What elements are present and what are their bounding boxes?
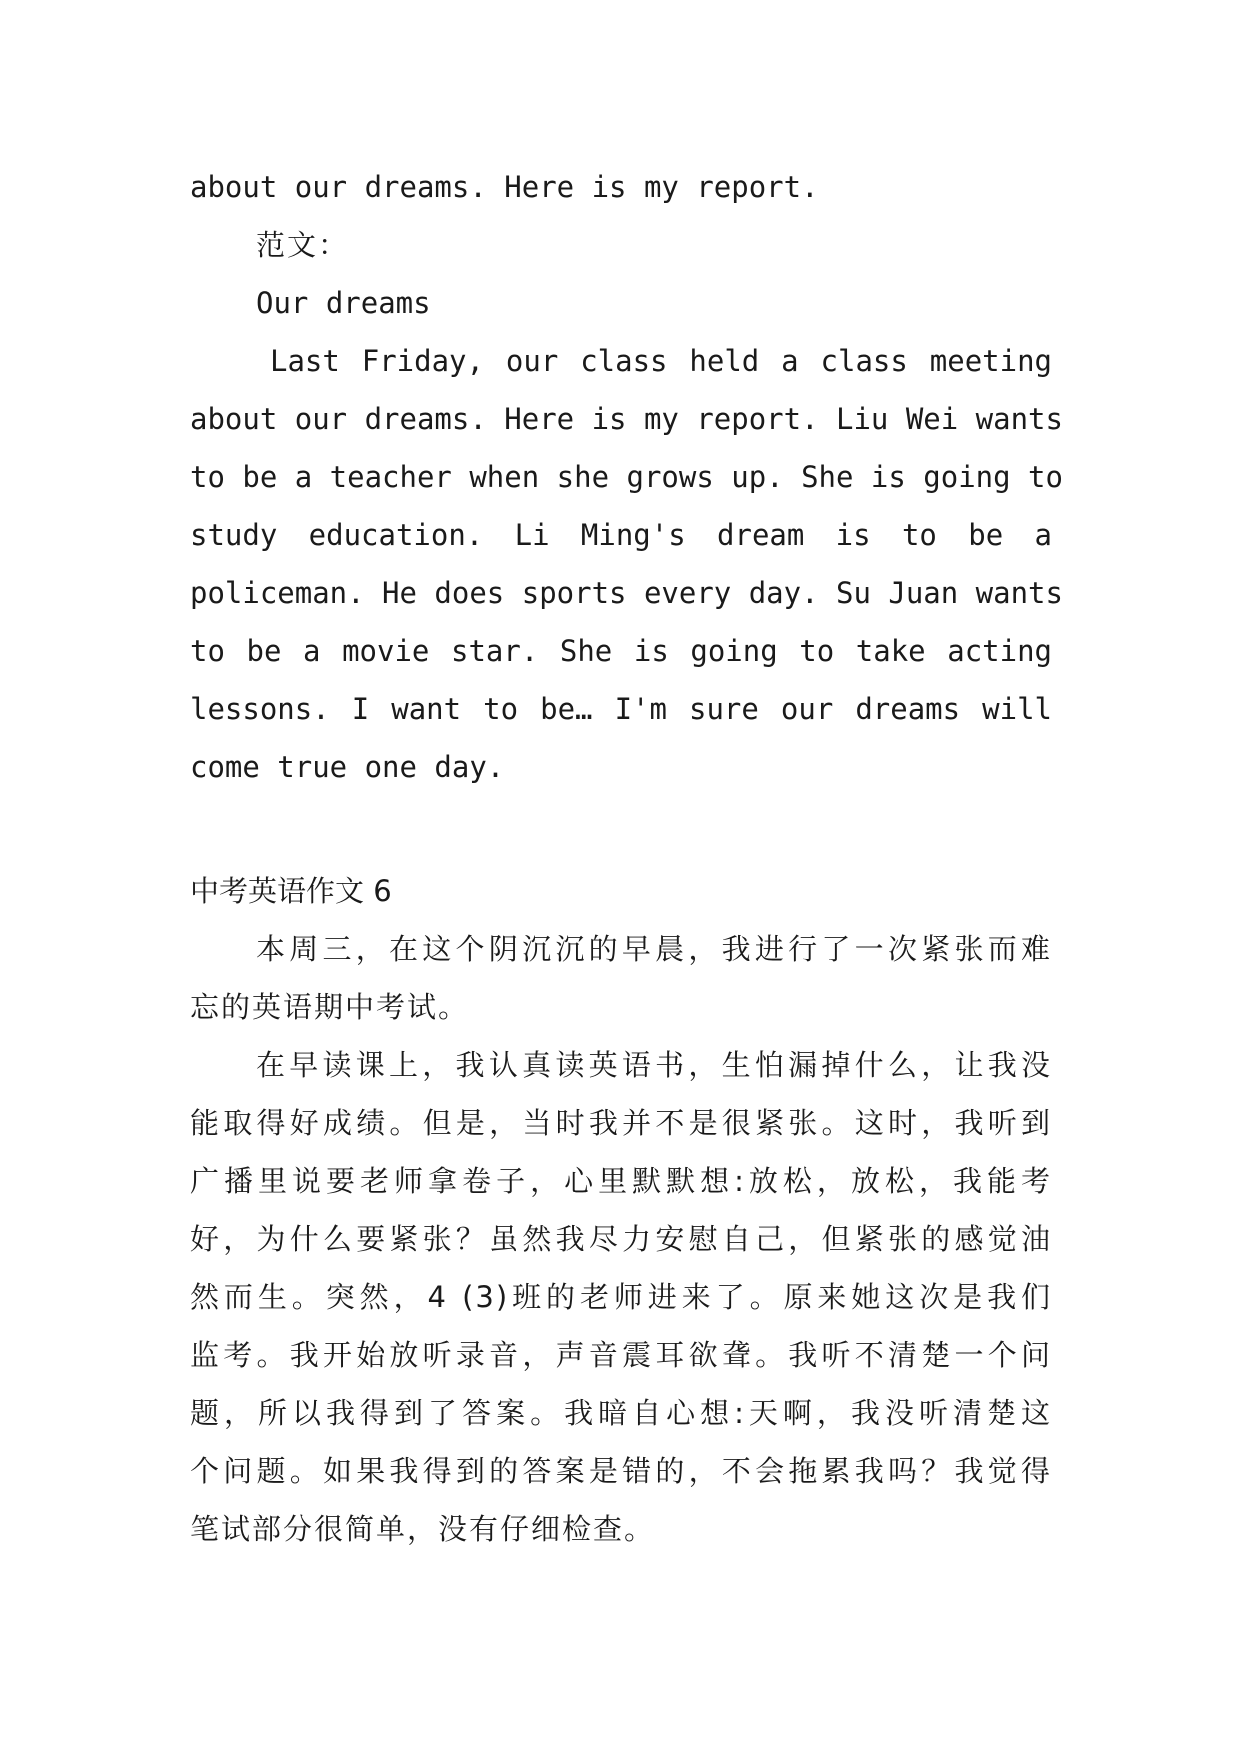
paragraph-line: to be a movie star. She is going to take acting <box>190 634 1052 668</box>
paragraph-line: 题，所以我得到了答案。我暗自心想:天啊，我没听清楚这 <box>190 1396 1052 1430</box>
paragraph-1 <box>190 920 1052 1036</box>
sample-label: 范文： <box>256 228 350 262</box>
paragraph-line: 监考。我开始放听录音，声音震耳欲聋。我听不清楚一个问 <box>190 1338 1052 1372</box>
paragraph-line: 能取得好成绩。但是，当时我并不是很紧张。这时，我听到 <box>190 1106 1052 1140</box>
paragraph-line: study education. Li Ming's dream is to be a <box>190 518 1052 552</box>
paragraph-line: 笔试部分很简单，没有仔细检查。 <box>190 1512 656 1546</box>
paragraph-2 <box>190 1036 1052 1558</box>
paragraph-line: 忘的英语期中考试。 <box>190 990 470 1024</box>
essay-title: Our dreams <box>256 286 431 320</box>
paragraph-line: 在早读课上，我认真读英语书，生怕漏掉什么，让我没 <box>256 1048 1052 1082</box>
paragraph-line: 广播里说要老师拿卷子，心里默默想:放松，放松，我能考 <box>190 1164 1052 1198</box>
paragraph-line: Last Friday, our class held a class meeting <box>270 344 1052 378</box>
paragraph-line: 好，为什么要紧张？虽然我尽力安慰自己，但紧张的感觉油 <box>190 1222 1052 1256</box>
paragraph-line: policeman. He does sports every day. Su Juan wants <box>190 576 1063 610</box>
section-english-essay <box>190 158 1063 796</box>
paragraph-line: to be a teacher when she grows up. She is going to <box>190 460 1063 494</box>
paragraph-line: 本周三，在这个阴沉沉的早晨，我进行了一次紧张而难 <box>256 932 1052 966</box>
paragraph-line: about our dreams. Here is my report. Liu Wei wants <box>190 402 1063 436</box>
essay-paragraph <box>190 332 1063 796</box>
paragraph-line: come true one day. <box>190 750 505 784</box>
paragraph-line: lessons. I want to be… I'm sure our dreams will <box>190 692 1052 726</box>
continued-line: about our dreams. Here is my report. <box>190 170 819 204</box>
paragraph-line: 然而生。突然，4 (3)班的老师进来了。原来她这次是我们 <box>190 1280 1052 1314</box>
paragraph-line: 个问题。如果我得到的答案是错的，不会拖累我吗？我觉得 <box>190 1454 1052 1488</box>
section-chinese-essay <box>190 862 1052 1558</box>
section-heading: 中考英语作文 6 <box>190 874 392 908</box>
